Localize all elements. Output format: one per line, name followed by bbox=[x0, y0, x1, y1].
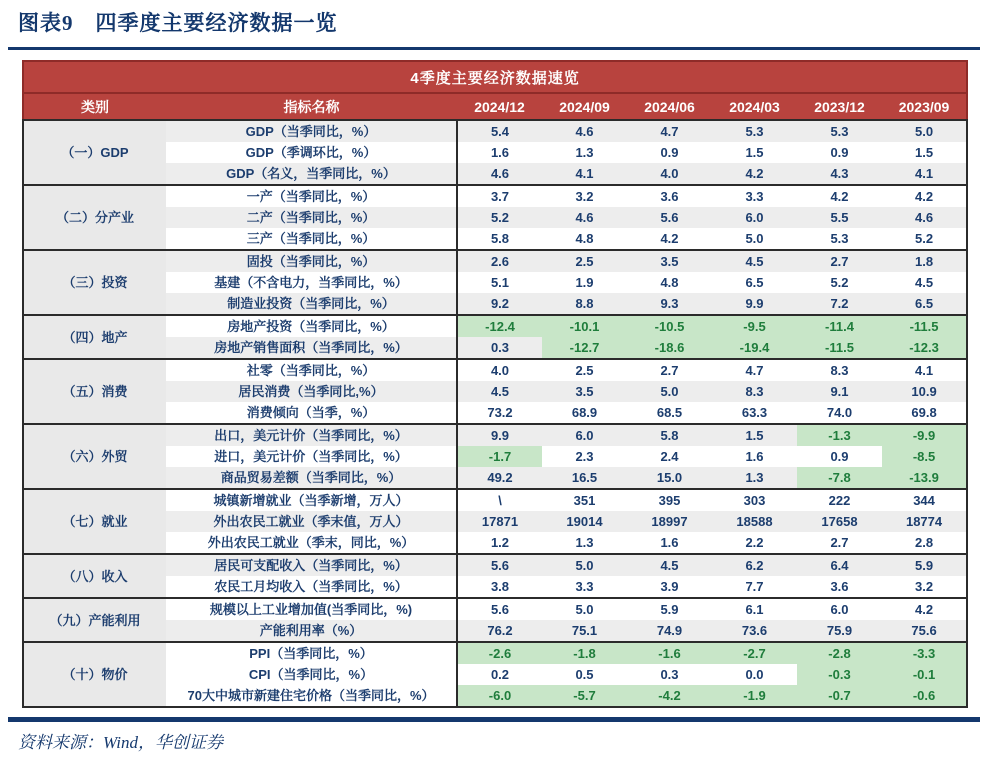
value-cell: 5.6 bbox=[457, 598, 542, 620]
value-cell: 8.3 bbox=[797, 359, 882, 381]
value-cell: 3.6 bbox=[797, 576, 882, 598]
value-cell: 5.0 bbox=[712, 228, 797, 250]
value-cell: 5.6 bbox=[627, 207, 712, 228]
value-cell: 18997 bbox=[627, 511, 712, 532]
indicator-name-cell: GDP（季调环比，%） bbox=[166, 142, 457, 163]
value-cell: 75.9 bbox=[797, 620, 882, 642]
value-cell: 0.3 bbox=[627, 664, 712, 685]
table-header bbox=[23, 61, 967, 120]
indicator-name-cell: PPI（当季同比，%） bbox=[166, 642, 457, 664]
value-cell: 2.4 bbox=[627, 446, 712, 467]
indicator-name-cell: 房地产销售面积（当季同比，%） bbox=[166, 337, 457, 359]
value-cell: -18.6 bbox=[627, 337, 712, 359]
value-cell: 74.0 bbox=[797, 402, 882, 424]
value-cell: 4.1 bbox=[882, 163, 967, 185]
indicator-name-cell: 房地产投资（当季同比，%） bbox=[166, 315, 457, 337]
value-cell: 4.0 bbox=[457, 359, 542, 381]
value-cell: -1.6 bbox=[627, 642, 712, 664]
value-cell: 4.2 bbox=[627, 228, 712, 250]
value-cell: -1.3 bbox=[797, 424, 882, 446]
value-cell: 5.9 bbox=[882, 554, 967, 576]
value-cell: 0.5 bbox=[542, 664, 627, 685]
value-cell: 5.3 bbox=[797, 228, 882, 250]
value-cell: 49.2 bbox=[457, 467, 542, 489]
value-cell: 68.5 bbox=[627, 402, 712, 424]
value-cell: -12.4 bbox=[457, 315, 542, 337]
value-cell: -10.5 bbox=[627, 315, 712, 337]
value-cell: 75.1 bbox=[542, 620, 627, 642]
value-cell: -9.5 bbox=[712, 315, 797, 337]
value-cell: 16.5 bbox=[542, 467, 627, 489]
table-row bbox=[23, 185, 967, 207]
table-row bbox=[23, 315, 967, 337]
value-cell: 0.9 bbox=[627, 142, 712, 163]
value-cell: 6.5 bbox=[882, 293, 967, 315]
value-cell: 17871 bbox=[457, 511, 542, 532]
indicator-name-cell: GDP（当季同比，%） bbox=[166, 120, 457, 142]
value-cell: 1.8 bbox=[882, 250, 967, 272]
value-cell: 0.3 bbox=[457, 337, 542, 359]
indicator-name-cell: CPI（当季同比，%） bbox=[166, 664, 457, 685]
value-cell: 5.2 bbox=[457, 207, 542, 228]
table-title-row bbox=[23, 61, 967, 93]
value-cell: 5.5 bbox=[797, 207, 882, 228]
page-title: 图表9 四季度主要经济数据一览 bbox=[18, 11, 338, 35]
category-cell: （十）物价 bbox=[23, 642, 166, 707]
category-cell: （八）收入 bbox=[23, 554, 166, 598]
value-cell: 4.0 bbox=[627, 163, 712, 185]
value-cell: 4.5 bbox=[882, 272, 967, 293]
value-cell: 2.2 bbox=[712, 532, 797, 554]
value-cell: 1.2 bbox=[457, 532, 542, 554]
value-cell: -1.8 bbox=[542, 642, 627, 664]
value-cell: 4.6 bbox=[882, 207, 967, 228]
value-cell: -12.3 bbox=[882, 337, 967, 359]
indicator-name-cell: 外出农民工就业（季末值，万人） bbox=[166, 511, 457, 532]
indicator-name-cell: 消费倾向（当季，%） bbox=[166, 402, 457, 424]
value-cell: 4.7 bbox=[712, 359, 797, 381]
value-cell: 18588 bbox=[712, 511, 797, 532]
value-cell: -7.8 bbox=[797, 467, 882, 489]
value-cell: 5.0 bbox=[542, 598, 627, 620]
indicator-name-cell: 居民消费（当季同比,%） bbox=[166, 381, 457, 402]
value-cell: 4.6 bbox=[542, 120, 627, 142]
table-row bbox=[23, 598, 967, 620]
value-cell: 1.6 bbox=[712, 446, 797, 467]
indicator-name-cell: 基建（不含电力，当季同比，%） bbox=[166, 272, 457, 293]
value-cell: -0.3 bbox=[797, 664, 882, 685]
value-cell: -2.7 bbox=[712, 642, 797, 664]
value-cell: 17658 bbox=[797, 511, 882, 532]
table-body bbox=[23, 120, 967, 707]
value-cell: 5.0 bbox=[882, 120, 967, 142]
value-cell: 9.1 bbox=[797, 381, 882, 402]
table-title: 4季度主要经济数据速览 bbox=[23, 61, 967, 93]
value-cell: 6.0 bbox=[712, 207, 797, 228]
category-cell: （三）投资 bbox=[23, 250, 166, 315]
value-cell: 9.2 bbox=[457, 293, 542, 315]
category-cell: （一）GDP bbox=[23, 120, 166, 185]
value-cell: 74.9 bbox=[627, 620, 712, 642]
value-cell: 1.9 bbox=[542, 272, 627, 293]
value-cell: 2.7 bbox=[797, 532, 882, 554]
value-cell: 3.3 bbox=[542, 576, 627, 598]
value-cell: 5.3 bbox=[797, 120, 882, 142]
value-cell: 0.9 bbox=[797, 446, 882, 467]
value-cell: 5.8 bbox=[627, 424, 712, 446]
value-cell: 395 bbox=[627, 489, 712, 511]
category-cell: （七）就业 bbox=[23, 489, 166, 554]
value-cell: -11.4 bbox=[797, 315, 882, 337]
value-cell: 4.5 bbox=[457, 381, 542, 402]
value-cell: 4.6 bbox=[542, 207, 627, 228]
column-header-2024-03: 2024/03 bbox=[712, 93, 797, 120]
table-row bbox=[23, 359, 967, 381]
economic-data-table bbox=[22, 60, 968, 708]
value-cell: 1.5 bbox=[712, 424, 797, 446]
value-cell: 9.9 bbox=[712, 293, 797, 315]
value-cell: 4.5 bbox=[627, 554, 712, 576]
value-cell: -11.5 bbox=[882, 315, 967, 337]
indicator-name-cell: 规模以上工业增加值(当季同比，%) bbox=[166, 598, 457, 620]
bottom-divider bbox=[8, 717, 980, 722]
value-cell: 0.0 bbox=[712, 664, 797, 685]
value-cell: 2.7 bbox=[797, 250, 882, 272]
value-cell: 5.9 bbox=[627, 598, 712, 620]
value-cell: 3.9 bbox=[627, 576, 712, 598]
column-header-2023-12: 2023/12 bbox=[797, 93, 882, 120]
value-cell: 5.0 bbox=[627, 381, 712, 402]
value-cell: 1.6 bbox=[457, 142, 542, 163]
value-cell: 222 bbox=[797, 489, 882, 511]
value-cell: 4.7 bbox=[627, 120, 712, 142]
value-cell: 15.0 bbox=[627, 467, 712, 489]
table-row bbox=[23, 424, 967, 446]
value-cell: -1.7 bbox=[457, 446, 542, 467]
value-cell: 351 bbox=[542, 489, 627, 511]
indicator-name-cell: 农民工月均收入（当季同比，%） bbox=[166, 576, 457, 598]
indicator-name-cell: 一产（当季同比，%） bbox=[166, 185, 457, 207]
value-cell: 6.4 bbox=[797, 554, 882, 576]
value-cell: -4.2 bbox=[627, 685, 712, 707]
value-cell: -5.7 bbox=[542, 685, 627, 707]
value-cell: 6.0 bbox=[797, 598, 882, 620]
value-cell: 7.2 bbox=[797, 293, 882, 315]
value-cell: 3.8 bbox=[457, 576, 542, 598]
value-cell: -2.8 bbox=[797, 642, 882, 664]
value-cell: 5.1 bbox=[457, 272, 542, 293]
value-cell: 1.6 bbox=[627, 532, 712, 554]
value-cell: 4.8 bbox=[542, 228, 627, 250]
value-cell: 5.2 bbox=[882, 228, 967, 250]
indicator-name-cell: 出口，美元计价（当季同比，%） bbox=[166, 424, 457, 446]
value-cell: 3.2 bbox=[882, 576, 967, 598]
value-cell: 6.2 bbox=[712, 554, 797, 576]
value-cell: 4.8 bbox=[627, 272, 712, 293]
indicator-name-cell: 进口，美元计价（当季同比，%） bbox=[166, 446, 457, 467]
table-row bbox=[23, 489, 967, 511]
value-cell: 10.9 bbox=[882, 381, 967, 402]
table-row bbox=[23, 642, 967, 664]
value-cell: -0.7 bbox=[797, 685, 882, 707]
indicator-name-cell: 城镇新增就业（当季新增，万人） bbox=[166, 489, 457, 511]
value-cell: -11.5 bbox=[797, 337, 882, 359]
value-cell: 4.6 bbox=[457, 163, 542, 185]
value-cell: 5.2 bbox=[797, 272, 882, 293]
value-cell: 6.0 bbox=[542, 424, 627, 446]
table-row bbox=[23, 120, 967, 142]
value-cell: -9.9 bbox=[882, 424, 967, 446]
value-cell: 4.1 bbox=[882, 359, 967, 381]
value-cell: 5.6 bbox=[457, 554, 542, 576]
value-cell: 2.8 bbox=[882, 532, 967, 554]
category-cell: （六）外贸 bbox=[23, 424, 166, 489]
value-cell: 8.3 bbox=[712, 381, 797, 402]
column-header-2024-06: 2024/06 bbox=[627, 93, 712, 120]
value-cell: 18774 bbox=[882, 511, 967, 532]
value-cell: 4.2 bbox=[712, 163, 797, 185]
value-cell: -3.3 bbox=[882, 642, 967, 664]
table-row bbox=[23, 554, 967, 576]
indicator-name-cell: 70大中城市新建住宅价格（当季同比，%） bbox=[166, 685, 457, 707]
value-cell: 4.2 bbox=[882, 598, 967, 620]
category-cell: （四）地产 bbox=[23, 315, 166, 359]
value-cell: 1.3 bbox=[542, 532, 627, 554]
title-divider bbox=[8, 47, 980, 50]
value-cell: -0.1 bbox=[882, 664, 967, 685]
value-cell: 73.6 bbox=[712, 620, 797, 642]
value-cell: 2.6 bbox=[457, 250, 542, 272]
column-header-row bbox=[23, 93, 967, 120]
value-cell: 303 bbox=[712, 489, 797, 511]
indicator-name-cell: 二产（当季同比，%） bbox=[166, 207, 457, 228]
value-cell: 63.3 bbox=[712, 402, 797, 424]
value-cell: 3.5 bbox=[627, 250, 712, 272]
value-cell: 1.5 bbox=[712, 142, 797, 163]
value-cell: 7.7 bbox=[712, 576, 797, 598]
value-cell: 19014 bbox=[542, 511, 627, 532]
category-cell: （五）消费 bbox=[23, 359, 166, 424]
column-header-2023-09: 2023/09 bbox=[882, 93, 967, 120]
column-header-2024-09: 2024/09 bbox=[542, 93, 627, 120]
value-cell: 344 bbox=[882, 489, 967, 511]
value-cell: 1.3 bbox=[712, 467, 797, 489]
indicator-name-cell: 社零（当季同比，%） bbox=[166, 359, 457, 381]
value-cell: -2.6 bbox=[457, 642, 542, 664]
value-cell: -10.1 bbox=[542, 315, 627, 337]
value-cell: 1.5 bbox=[882, 142, 967, 163]
value-cell: 4.5 bbox=[712, 250, 797, 272]
column-header-category: 类别 bbox=[23, 93, 166, 120]
value-cell: 0.9 bbox=[797, 142, 882, 163]
category-cell: （二）分产业 bbox=[23, 185, 166, 250]
value-cell: 9.9 bbox=[457, 424, 542, 446]
value-cell: -13.9 bbox=[882, 467, 967, 489]
value-cell: -6.0 bbox=[457, 685, 542, 707]
indicator-name-cell: 外出农民工就业（季末，同比，%） bbox=[166, 532, 457, 554]
value-cell: 3.7 bbox=[457, 185, 542, 207]
value-cell: 1.3 bbox=[542, 142, 627, 163]
value-cell: 4.2 bbox=[882, 185, 967, 207]
value-cell: 2.3 bbox=[542, 446, 627, 467]
value-cell: \ bbox=[457, 489, 542, 511]
value-cell: 3.5 bbox=[542, 381, 627, 402]
value-cell: 2.7 bbox=[627, 359, 712, 381]
value-cell: 9.3 bbox=[627, 293, 712, 315]
source-note: 资料来源：Wind，华创证券 bbox=[18, 733, 223, 752]
value-cell: 5.8 bbox=[457, 228, 542, 250]
indicator-name-cell: 居民可支配收入（当季同比，%） bbox=[166, 554, 457, 576]
value-cell: 8.8 bbox=[542, 293, 627, 315]
value-cell: 75.6 bbox=[882, 620, 967, 642]
value-cell: 4.2 bbox=[797, 185, 882, 207]
value-cell: 3.3 bbox=[712, 185, 797, 207]
indicator-name-cell: 制造业投资（当季同比，%） bbox=[166, 293, 457, 315]
indicator-name-cell: 固投（当季同比，%） bbox=[166, 250, 457, 272]
column-header-2024-12: 2024/12 bbox=[457, 93, 542, 120]
indicator-name-cell: 产能利用率（%） bbox=[166, 620, 457, 642]
value-cell: 76.2 bbox=[457, 620, 542, 642]
value-cell: 5.4 bbox=[457, 120, 542, 142]
value-cell: 73.2 bbox=[457, 402, 542, 424]
indicator-name-cell: GDP（名义，当季同比，%） bbox=[166, 163, 457, 185]
value-cell: -1.9 bbox=[712, 685, 797, 707]
column-header-indicator: 指标名称 bbox=[166, 93, 457, 120]
value-cell: 2.5 bbox=[542, 250, 627, 272]
value-cell: 5.0 bbox=[542, 554, 627, 576]
value-cell: -0.6 bbox=[882, 685, 967, 707]
value-cell: 4.1 bbox=[542, 163, 627, 185]
value-cell: 69.8 bbox=[882, 402, 967, 424]
value-cell: 5.3 bbox=[712, 120, 797, 142]
value-cell: 3.2 bbox=[542, 185, 627, 207]
value-cell: -8.5 bbox=[882, 446, 967, 467]
indicator-name-cell: 三产（当季同比，%） bbox=[166, 228, 457, 250]
value-cell: 2.5 bbox=[542, 359, 627, 381]
value-cell: -12.7 bbox=[542, 337, 627, 359]
figure-table-container bbox=[22, 60, 966, 708]
value-cell: 3.6 bbox=[627, 185, 712, 207]
category-cell: （九）产能利用 bbox=[23, 598, 166, 642]
value-cell: 4.3 bbox=[797, 163, 882, 185]
value-cell: 6.1 bbox=[712, 598, 797, 620]
value-cell: 0.2 bbox=[457, 664, 542, 685]
value-cell: 68.9 bbox=[542, 402, 627, 424]
value-cell: -19.4 bbox=[712, 337, 797, 359]
value-cell: 6.5 bbox=[712, 272, 797, 293]
table-row bbox=[23, 250, 967, 272]
indicator-name-cell: 商品贸易差额（当季同比，%） bbox=[166, 467, 457, 489]
